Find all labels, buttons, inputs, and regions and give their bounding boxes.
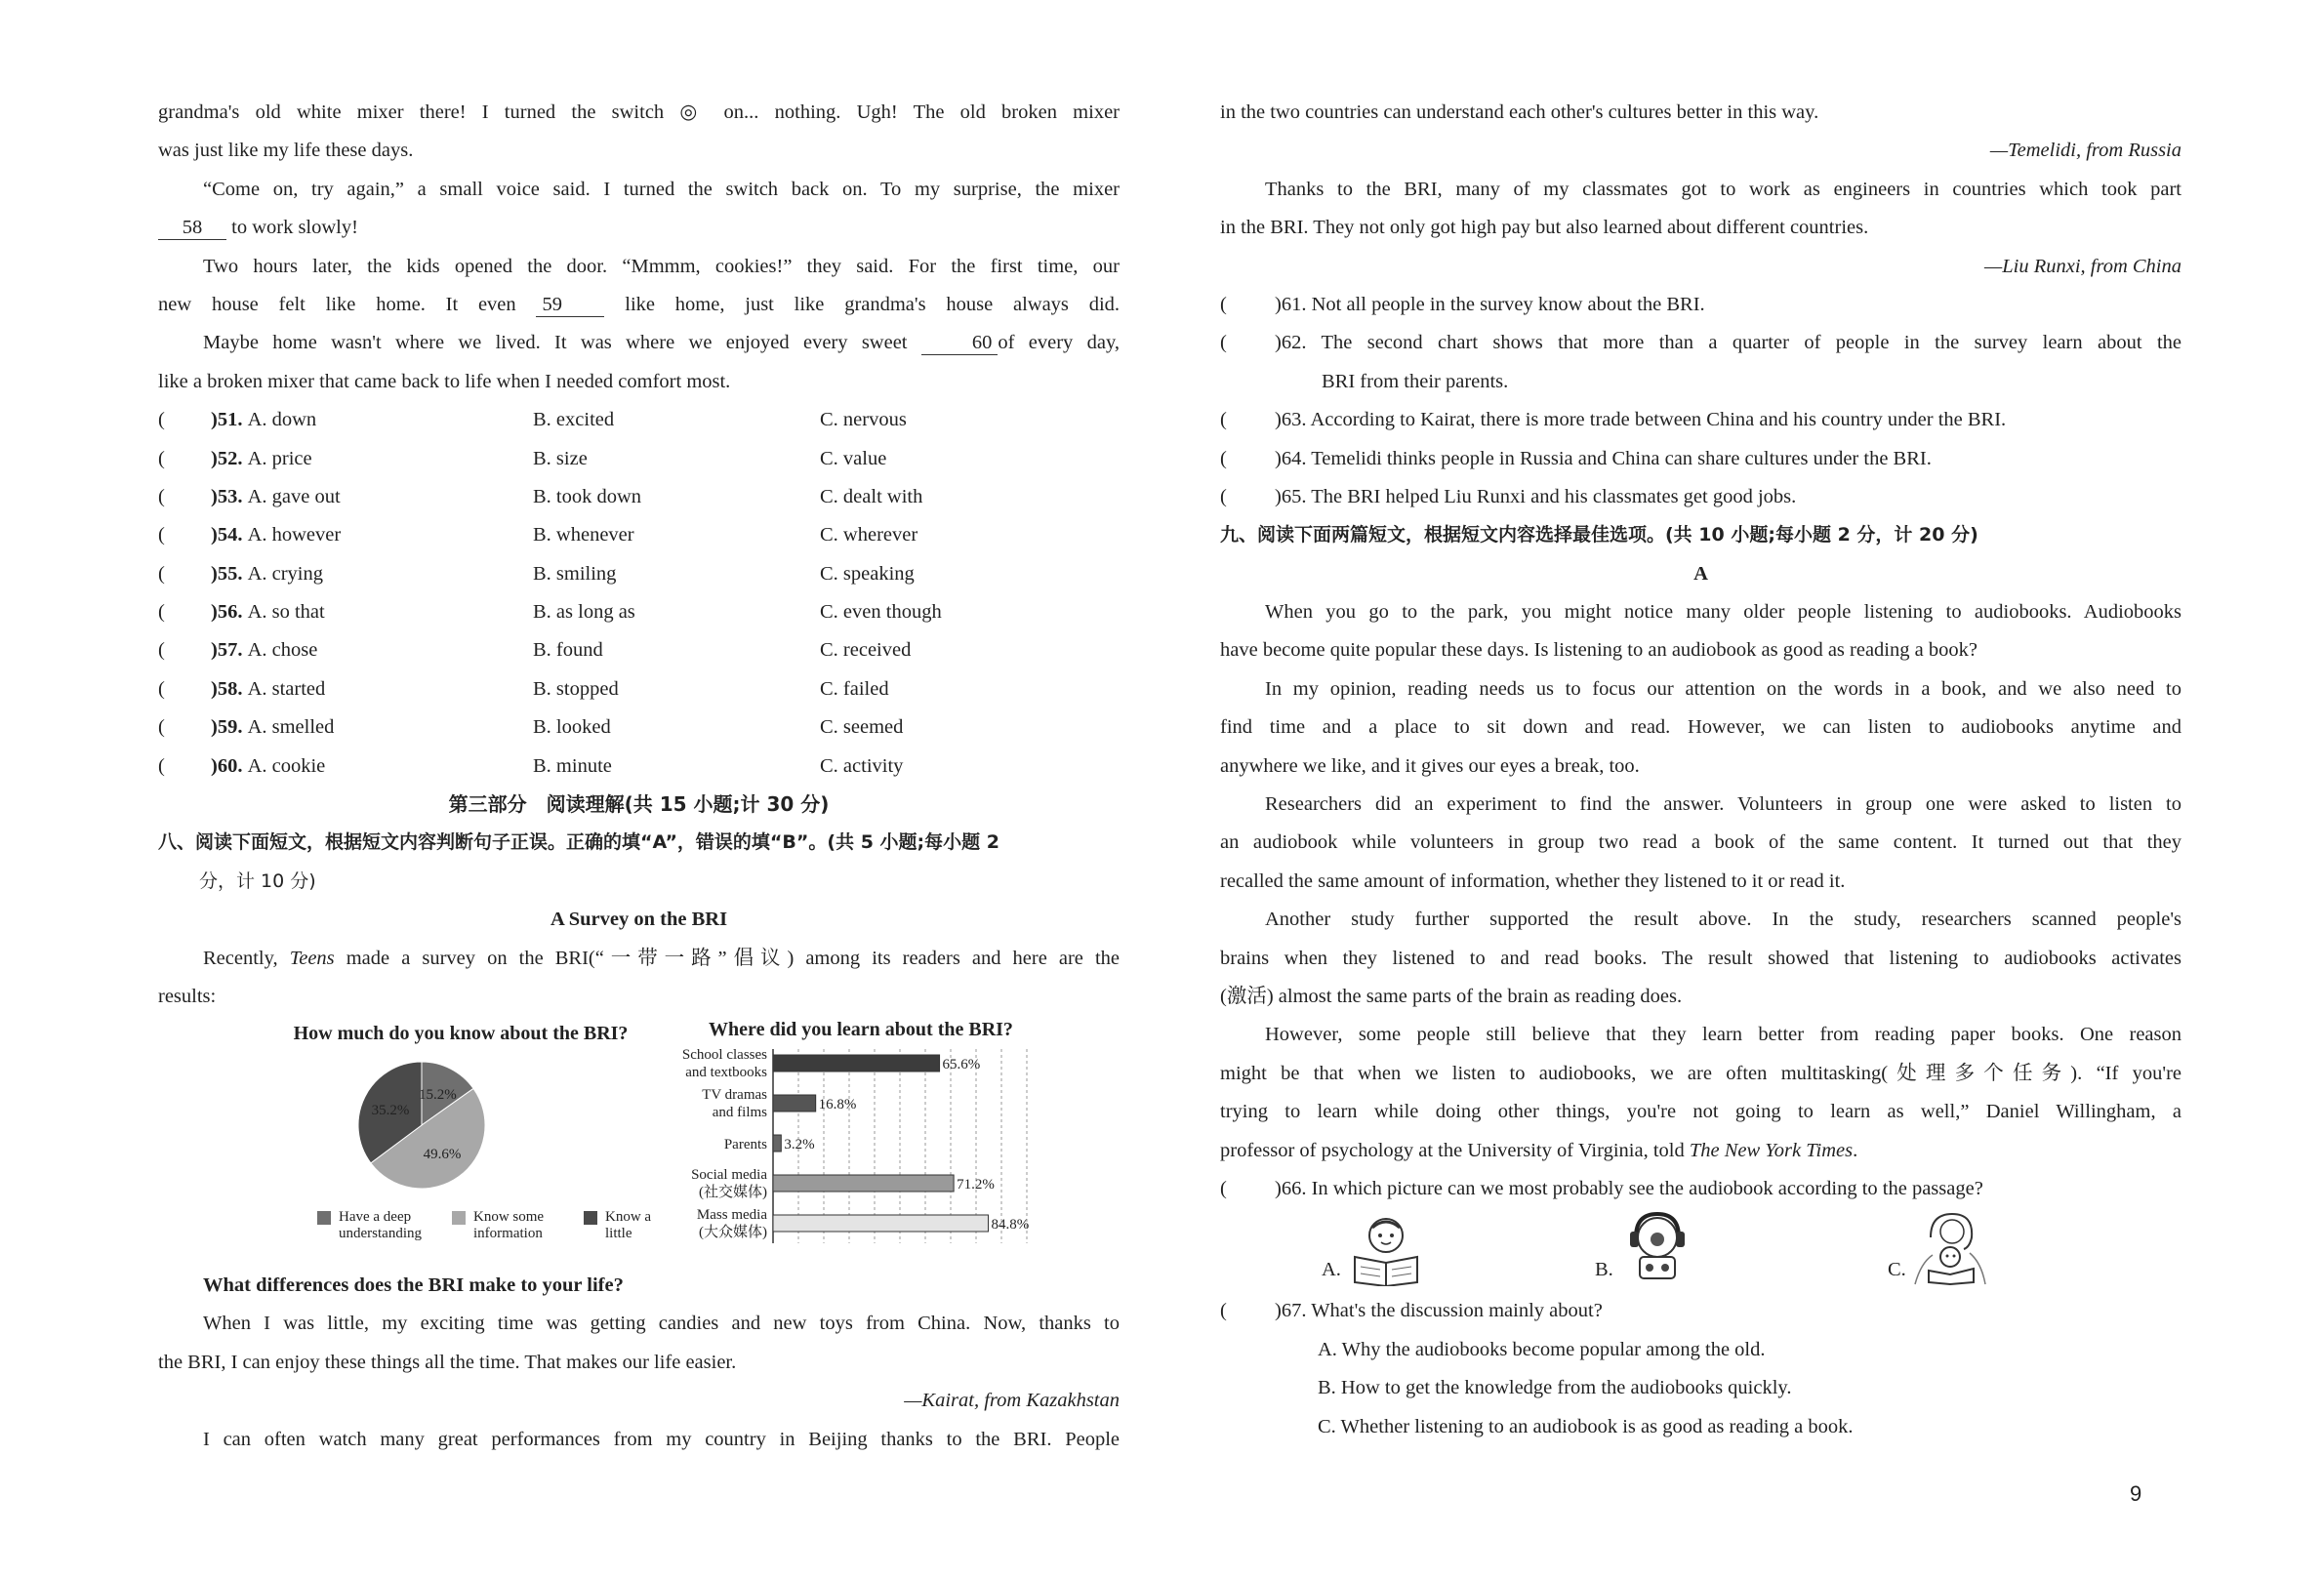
- story-text: new house felt like home. It even: [158, 293, 516, 315]
- option-a: A. crying: [247, 562, 324, 585]
- cloze-options: [158, 401, 1120, 786]
- question-67: [1220, 1292, 2181, 1330]
- legend-swatch: [584, 1211, 597, 1225]
- legend-label: Know some: [473, 1209, 545, 1226]
- bar-value-label: 16.8%: [818, 1097, 857, 1113]
- option-b[interactable]: B. excited: [533, 409, 615, 431]
- option-a: A. cookie: [247, 754, 326, 777]
- section8-instruction-cont: 分，计 10 分): [199, 869, 316, 892]
- option-b[interactable]: B. minute: [533, 754, 612, 777]
- answer-paren[interactable]: (: [158, 754, 165, 777]
- option-a: A. gave out: [247, 485, 341, 507]
- bar-category-label: Mass media: [696, 1207, 767, 1224]
- passage-line: have become quite popular these days. Is listening to an audiobook as good as reading a book?: [1220, 639, 1977, 662]
- option-a: A. started: [247, 677, 326, 700]
- question-64: [1220, 440, 2181, 478]
- option-c[interactable]: C. received: [820, 639, 912, 662]
- story-text: Maybe home wasn't where we lived. It was where we enjoyed every sweet: [203, 332, 908, 354]
- question-number: )52.: [211, 447, 248, 469]
- option-b[interactable]: B. smiling: [533, 562, 617, 585]
- liu-signature: —Liu Runxi, from China: [1984, 255, 2181, 277]
- legend-label: information: [473, 1226, 543, 1242]
- pie-chart-title: How much do you know about the BRI?: [293, 1023, 629, 1045]
- newspaper-title: The New York Times: [1689, 1139, 1854, 1161]
- option-b[interactable]: B. stopped: [533, 677, 619, 700]
- adult-reading-to-child-icon: [1909, 1208, 1991, 1286]
- person-with-headphones-icon: [1618, 1208, 1696, 1282]
- option-c[interactable]: C. seemed: [820, 716, 904, 739]
- bar-category-label: and textbooks: [685, 1065, 767, 1081]
- question-text: )62. The second chart shows that more than a quarter of people in the survey learn about the: [1275, 332, 2181, 354]
- temelidi-line: I can often watch many great performances from my country in Beijing thanks to the BRI. People: [203, 1428, 1120, 1450]
- intro-text: made a survey on the BRI(“一带一路”倡议) among its readers and here are the: [334, 947, 1120, 969]
- bar-value-label: 65.6%: [942, 1057, 981, 1073]
- question-63: [1220, 401, 2181, 439]
- bar-value-label: 71.2%: [957, 1177, 995, 1193]
- option-a: A. so that: [247, 601, 325, 624]
- left-column-bottom: [158, 1267, 1120, 1459]
- cloze-question-row: [158, 631, 1120, 669]
- blank-60[interactable]: 60: [921, 331, 999, 355]
- cloze-question-row: [158, 593, 1120, 631]
- bar-value-label: 3.2%: [784, 1137, 815, 1153]
- passage-line: might be that when we listen to audiobooks, we are often multitasking(处理多个任务). “If you're: [1220, 1062, 2181, 1084]
- legend-label: Know a: [605, 1209, 652, 1226]
- left-column: [158, 94, 1120, 1299]
- pie-slice-label: 49.6%: [423, 1147, 462, 1163]
- option-c[interactable]: C. value: [820, 447, 887, 469]
- bar: [773, 1095, 816, 1112]
- option-c[interactable]: C. failed: [820, 677, 889, 700]
- cloze-question-row: [158, 401, 1120, 439]
- question-66: [1220, 1170, 2181, 1208]
- option-c[interactable]: C. wherever: [820, 524, 918, 546]
- story-line: was just like my life these days.: [158, 140, 414, 162]
- question-number-option-a[interactable]: [211, 440, 312, 478]
- blank-58[interactable]: 58: [158, 216, 226, 240]
- bar: [773, 1215, 988, 1232]
- bar: [773, 1175, 954, 1192]
- passage-line: Another study further supported the result above. In the study, researchers scanned people's: [1265, 909, 2181, 931]
- bar-category-label: (社交媒体): [699, 1185, 767, 1201]
- story-text: to work slowly!: [231, 217, 358, 239]
- answer-paren[interactable]: (: [158, 639, 165, 662]
- q67-option-a[interactable]: A. Why the audiobooks become popular among the old.: [1318, 1338, 1766, 1360]
- passage-line: trying to learn while doing other things, you're not going to learn as well,” Daniel Willingham, a: [1220, 1101, 2181, 1123]
- bar: [773, 1135, 781, 1152]
- bar: [773, 1055, 940, 1072]
- answer-paren[interactable]: (: [1220, 1300, 1227, 1322]
- option-b[interactable]: B. size: [533, 447, 588, 469]
- question-text: )61. Not all people in the survey know about the BRI.: [1275, 293, 1705, 315]
- bar-category-label: Parents: [723, 1137, 767, 1153]
- answer-paren[interactable]: (: [158, 562, 165, 585]
- answer-paren[interactable]: (: [1220, 485, 1227, 507]
- option-a: A. however: [247, 524, 342, 546]
- option-a: A. smelled: [247, 716, 335, 739]
- survey-intro-cont: results:: [158, 985, 217, 1007]
- bar-category-label: (大众媒体): [699, 1225, 767, 1241]
- temelidi-signature: —Temelidi, from Russia: [1989, 140, 2181, 162]
- teens-title: Teens: [289, 947, 335, 969]
- bar-chart: [666, 1014, 1056, 1258]
- question-number: )58.: [211, 677, 248, 700]
- passage-text: .: [1853, 1139, 1858, 1161]
- answer-paren[interactable]: (: [158, 677, 165, 700]
- answer-paren[interactable]: (: [158, 447, 165, 469]
- bar-category-label: and films: [712, 1105, 767, 1121]
- question-number-option-a[interactable]: [211, 631, 317, 669]
- story-line: [158, 286, 1120, 324]
- legend-label: understanding: [339, 1226, 422, 1242]
- question-number: )57.: [211, 639, 248, 662]
- option-b[interactable]: B. whenever: [533, 524, 634, 546]
- temelidi-line: in the two countries can understand each other's cultures better in this way.: [1220, 101, 1819, 123]
- cloze-question-row: [158, 555, 1120, 593]
- passage-line: Researchers did an experiment to find the answer. Volunteers in group one were asked to listen to: [1265, 793, 2181, 816]
- question-number-option-a[interactable]: [211, 708, 334, 747]
- question-number: )55.: [211, 562, 248, 585]
- kairat-line: the BRI, I can enjoy these things all the time. That makes our life easier.: [158, 1351, 737, 1373]
- question-number: )51.: [211, 409, 248, 431]
- question-number-option-a[interactable]: [211, 401, 316, 439]
- question-number: )60.: [211, 754, 248, 777]
- question-number-option-a[interactable]: [211, 516, 341, 554]
- intro-text: Recently,: [203, 947, 290, 969]
- q67-option-c[interactable]: C. Whether listening to an audiobook is as good as reading a book.: [1318, 1415, 1854, 1437]
- option-c[interactable]: C. even though: [820, 601, 942, 624]
- liu-line: Thanks to the BRI, many of my classmates got to work as engineers in countries which took part: [1265, 178, 2181, 200]
- q67-option-b[interactable]: B. How to get the knowledge from the audiobooks quickly.: [1318, 1377, 1792, 1399]
- picture-option-c-label[interactable]: C.: [1888, 1259, 1906, 1281]
- child-reading-book-icon: [1347, 1212, 1425, 1286]
- pie-slice-label: 35.2%: [371, 1103, 410, 1119]
- option-b[interactable]: B. looked: [533, 716, 611, 739]
- cloze-question-row: [158, 708, 1120, 747]
- option-a: A. price: [247, 447, 312, 469]
- pie-slice-label: 15.2%: [419, 1087, 457, 1104]
- survey-intro: [158, 940, 1120, 978]
- story-line: [158, 324, 1120, 362]
- story-line: grandma's old white mixer there! I turned the switch ◎ on... nothing. Ugh! The old broken mixer: [158, 101, 1120, 123]
- answer-paren[interactable]: (: [1220, 447, 1227, 469]
- question-text: )66. In which picture can we most probably see the audiobook according to the passage?: [1275, 1177, 1983, 1199]
- passage-line: anywhere we like, and it gives our eyes a break, too.: [1220, 754, 1640, 777]
- passage-line: an audiobook while volunteers in group two read a book of the same content. It turned out that they: [1220, 831, 2181, 854]
- answer-paren[interactable]: (: [158, 485, 165, 507]
- bar-category-label: Social media: [691, 1167, 767, 1184]
- legend-swatch: [452, 1211, 466, 1225]
- question-number-option-a[interactable]: [211, 670, 325, 708]
- option-a: A. down: [247, 409, 317, 431]
- option-c[interactable]: C. speaking: [820, 562, 915, 585]
- cloze-question-row: [158, 748, 1120, 786]
- story-text: of every day,: [998, 332, 1120, 354]
- passage-a-heading: A: [1693, 562, 1708, 585]
- option-b[interactable]: B. as long as: [533, 601, 635, 624]
- cloze-question-row: [158, 440, 1120, 478]
- answer-paren[interactable]: (: [1220, 332, 1227, 354]
- question-text: )65. The BRI helped Liu Runxi and his classmates get good jobs.: [1275, 485, 1797, 507]
- differences-title: What differences does the BRI make to your life?: [203, 1274, 624, 1296]
- passage-line: In my opinion, reading needs us to focus our attention on the words in a book, and we also need to: [1265, 677, 2181, 700]
- picture-option-a-label[interactable]: A.: [1322, 1259, 1341, 1281]
- option-b[interactable]: B. took down: [533, 485, 642, 507]
- liu-line: in the BRI. They not only got high pay but also learned about different countries.: [1220, 217, 1869, 239]
- picture-option-b-label[interactable]: B.: [1595, 1259, 1613, 1281]
- answer-paren[interactable]: (: [158, 716, 165, 739]
- legend-label: little: [605, 1226, 632, 1242]
- page-number: 9: [2130, 1481, 2142, 1506]
- answer-paren[interactable]: (: [158, 601, 165, 624]
- story-text: like home, just like grandma's house always did.: [625, 293, 1120, 315]
- passage-line: brains when they listened to and read books. The result showed that listening to audiobooks activates: [1220, 947, 2181, 969]
- part3-title: 第三部分 阅读理解(共 15 小题;计 30 分): [448, 792, 830, 817]
- legend-swatch: [317, 1211, 331, 1225]
- kairat-signature: —Kairat, from Kazakhstan: [904, 1390, 1120, 1412]
- pie-chart: [251, 1016, 671, 1260]
- question-61: [1220, 286, 2181, 324]
- option-c[interactable]: C. nervous: [820, 409, 907, 431]
- question-number: )56.: [211, 601, 248, 624]
- bar-chart-title: Where did you learn about the BRI?: [709, 1019, 1013, 1041]
- story-line: like a broken mixer that came back to life when I needed comfort most.: [158, 370, 731, 392]
- question-number: )53.: [211, 485, 248, 507]
- right-column: [1220, 94, 2181, 1446]
- question-number-option-a[interactable]: [211, 748, 325, 786]
- cloze-question-row: [158, 478, 1120, 516]
- story-line: [158, 209, 1120, 247]
- passage-line: recalled the same amount of information, whether they listened to it or read it.: [1220, 869, 1846, 892]
- question-number: )54.: [211, 524, 248, 546]
- survey-charts: [158, 1016, 1120, 1299]
- section9-instruction: 九、阅读下面两篇短文，根据短文内容选择最佳选项。(共 10 小题;每小题 2 分，计 20 分): [1220, 524, 1978, 546]
- answer-paren[interactable]: (: [1220, 1177, 1227, 1199]
- bar-category-label: School classes: [681, 1047, 767, 1064]
- passage-line: (激活) almost the same parts of the brain as reading does.: [1220, 985, 1683, 1007]
- question-number: )59.: [211, 716, 248, 739]
- question-text: )67. What's the discussion mainly about?: [1275, 1300, 1603, 1322]
- option-b[interactable]: B. found: [533, 639, 603, 662]
- story-line: “Come on, try again,” a small voice said. I turned the switch back on. To my surprise, the mixer: [203, 178, 1120, 200]
- question-text: )63. According to Kairat, there is more trade between China and his country under the BRI.: [1275, 409, 2007, 431]
- kairat-line: When I was little, my exciting time was getting candies and new toys from China. Now, thanks to: [203, 1313, 1120, 1335]
- answer-paren[interactable]: (: [1220, 409, 1227, 431]
- option-c[interactable]: C. activity: [820, 754, 904, 777]
- question-number-option-a[interactable]: [211, 478, 341, 516]
- picture-options: [1220, 1208, 2181, 1292]
- question-62-cont: BRI from their parents.: [1322, 370, 1509, 392]
- passage-line: [1220, 1132, 2181, 1170]
- passage-line: However, some people still believe that they learn better from reading paper books. One reason: [1265, 1024, 2181, 1046]
- question-62: [1220, 324, 2181, 362]
- blank-59[interactable]: 59: [536, 293, 604, 317]
- passage-line: When you go to the park, you might notice many older people listening to audiobooks. Audiobooks: [1265, 601, 2181, 624]
- question-65: [1220, 478, 2181, 516]
- story-line: Two hours later, the kids opened the door. “Mmmm, cookies!” they said. For the first time, our: [203, 255, 1120, 277]
- question-number-option-a[interactable]: [211, 555, 323, 593]
- answer-paren[interactable]: (: [158, 409, 165, 431]
- question-number-option-a[interactable]: [211, 593, 325, 631]
- bar-value-label: 84.8%: [991, 1217, 1030, 1233]
- survey-title: A Survey on the BRI: [550, 909, 728, 931]
- legend-label: Have a deep: [339, 1209, 412, 1226]
- bar-category-label: TV dramas: [702, 1087, 767, 1104]
- question-text: )64. Temelidi thinks people in Russia and China can share cultures under the BRI.: [1275, 447, 1932, 469]
- cloze-question-row: [158, 516, 1120, 554]
- passage-line: find time and a place to sit down and read. However, we can listen to audiobooks anytime and: [1220, 716, 2181, 739]
- option-c[interactable]: C. dealt with: [820, 485, 923, 507]
- section8-instruction: 八、阅读下面短文，根据短文内容判断句子正误。正确的填“A”，错误的填“B”。(共 5 小题;每小题 2: [158, 831, 999, 854]
- passage-text: professor of psychology at the University of Virginia, told: [1220, 1139, 1690, 1161]
- cloze-question-row: [158, 670, 1120, 708]
- answer-paren[interactable]: (: [158, 524, 165, 546]
- answer-paren[interactable]: (: [1220, 293, 1227, 315]
- option-a: A. chose: [247, 639, 318, 662]
